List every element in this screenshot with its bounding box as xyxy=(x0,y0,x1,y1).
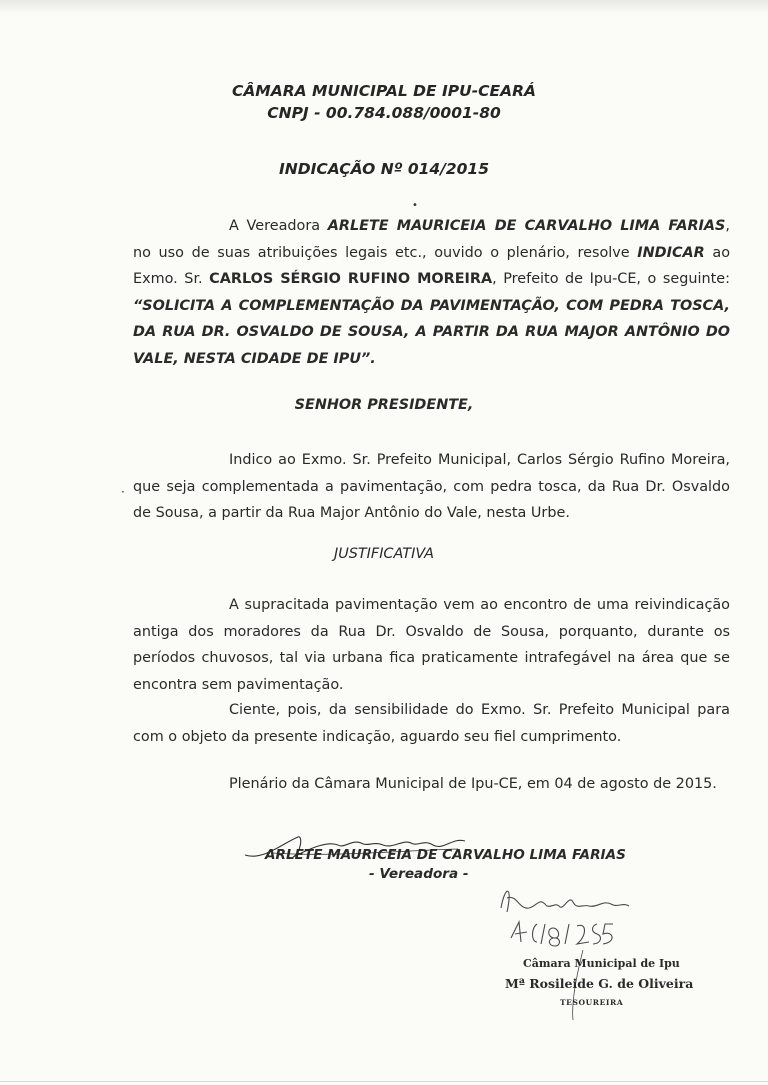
request-text: “SOLICITA A COMPLEMENTAÇÃO DA PAVIMENTAÇÃO, COM PEDRA TOSCA, DA RUA DR. OSVALDO DE SOUSA, A PARTIR DA RUA MAJOR ANTÔNIO DO VALE, NESTA CIDADE DE IPU”. xyxy=(133,297,730,367)
page-bottom-edge xyxy=(0,1081,768,1082)
body-paragraph xyxy=(133,447,730,527)
stamp-clerk-role: TESOUREIRA xyxy=(560,998,624,1007)
intro-text-4: , Prefeito de Ipu-CE, o seguinte: xyxy=(492,271,730,287)
closing-text: Plenário da Câmara Municipal de Ipu-CE, em 04 de agosto de 2015. xyxy=(229,776,717,792)
closing-paragraph xyxy=(133,771,730,798)
justification-paragraph-1 xyxy=(133,592,730,698)
intro-paragraph xyxy=(133,213,730,372)
cnpj-number: CNPJ - 00.784.088/0001-80 xyxy=(267,104,501,122)
document-title: INDICAÇÃO Nº 014/2015 xyxy=(279,160,489,178)
justification-text-2: Ciente, pois, da sensibilidade do Exmo. Sr. Prefeito Municipal para com o objeto da presente indicação, aguardo seu fiel cumprimento. xyxy=(133,702,730,745)
justification-paragraph-2 xyxy=(133,697,730,750)
councilor-name: ARLETE MAURICEIA DE CARVALHO LIMA FARIAS xyxy=(327,218,726,234)
ink-mark: • xyxy=(412,200,418,211)
justification-text-1: A supracitada pavimentação vem ao encontro de uma reivindicação antiga dos moradores da Rua Dr. Osvaldo de Sousa, porquanto, durante os períodos chuvosos, tal via urbana fica praticamente intrafegável na área que se encontra sem pavimentação. xyxy=(133,597,730,693)
body-text: Indico ao Exmo. Sr. Prefeito Municipal, Carlos Sérgio Rufino Moreira, que seja complementada a pavimentação, com pedra tosca, da Rua Dr. Osvaldo de Sousa, a partir da Rua Major Antônio do Vale, nesta Urbe. xyxy=(133,452,730,521)
institution-name: CÂMARA MUNICIPAL DE IPU-CEARÁ xyxy=(231,82,537,100)
margin-mark: · xyxy=(121,485,125,499)
indicar-keyword: INDICAR xyxy=(637,244,705,261)
salutation: SENHOR PRESIDENTE, xyxy=(294,397,474,413)
signatory-role: - Vereadora - xyxy=(369,866,469,882)
intro-text-3: ao Exmo. Sr. xyxy=(133,244,731,287)
intro-text-2: , no uso de suas atribuições legais etc., ouvido o plenário, resolve xyxy=(133,218,730,261)
stamp-institution: Câmara Municipal de Ipu xyxy=(523,957,680,970)
stamp-clerk-name: Mª Rosileide G. de Oliveira xyxy=(505,976,694,991)
scan-edge-shadow xyxy=(0,0,768,14)
received-stamp-handwriting xyxy=(493,880,673,1030)
mayor-name: CARLOS SÉRGIO RUFINO MOREIRA xyxy=(209,271,493,287)
justification-heading: JUSTIFICATIVA xyxy=(333,546,435,562)
signatory-name: ARLETE MAURICEIA DE CARVALHO LIMA FARIAS xyxy=(265,847,626,863)
intro-text-1: A Vereadora xyxy=(229,218,328,234)
